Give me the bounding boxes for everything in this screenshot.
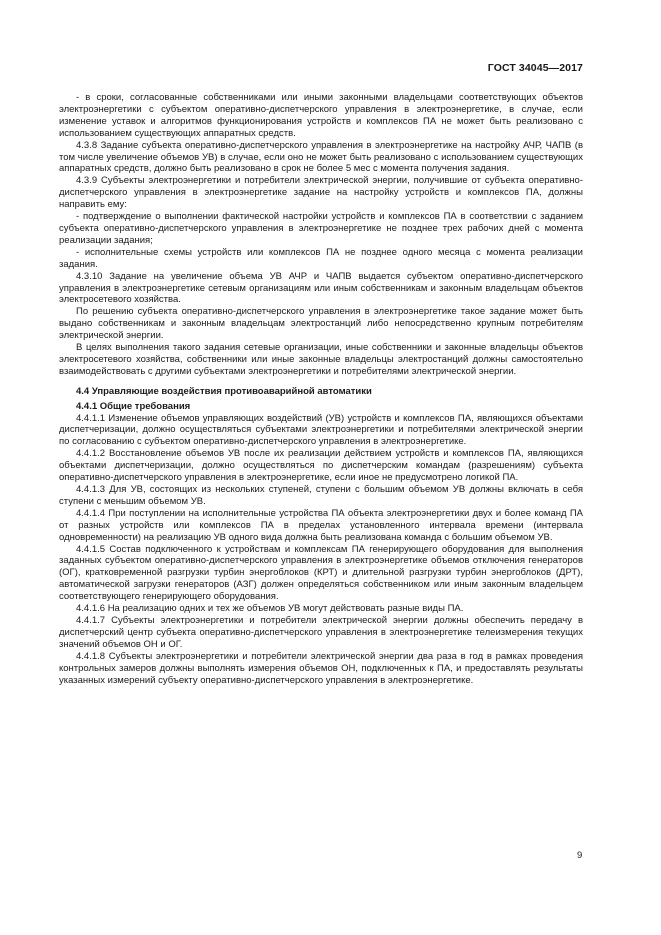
- paragraph: В целях выполнения такого задания сетевые организации, иные собственники и законные владельцы объектов электросетевого хозяйства, собственники или иные законные владельцы электростанций должны самостоятельно взаимодействовать с другими субъектами электроэнергетики и потребителями электрической энергии.: [59, 342, 583, 377]
- section-heading: 4.4 Управляющие воздействия противоаварийной автоматики: [76, 385, 372, 397]
- paragraph: - подтверждение о выполнении фактической настройки устройств и комплексов ПА в соответствии с заданием субъекта оперативно-диспетчерского управления в электроэнергетике не позднее трех рабочих дней с момента реализации задания;: [59, 211, 583, 246]
- paragraph: 4.3.10 Задание на увеличение объема УВ АЧР и ЧАПВ выдается субъектом оперативно-диспетчерского управления в электроэнергетике сетевым организациям или иным собственникам и законным владельцам объектов электросетевого хозяйства.: [59, 270, 583, 306]
- paragraph: 4.3.9 Субъекты электроэнергетики и потребители электрической энергии, получившие от субъекта оперативно-диспетчерского управления в электроэнергетике задание на настройку устройств и комплексов ПА, должны направить ему:: [59, 175, 583, 211]
- paragraph: 4.3.8 Задание субъекта оперативно-диспетчерского управления в электроэнергетике на настройку АЧР, ЧАПВ (в том числе увеличение объемов УВ) в случае, если оно не может быть реализовано с использованием существующих аппаратных средств, должно быть реализовано в срок не более 5 мес с момента получения задания.: [59, 139, 583, 175]
- page-number: 9: [577, 850, 583, 861]
- subsection-heading: 4.4.1 Общие требования: [76, 400, 191, 412]
- paragraph: - в сроки, согласованные собственниками или иными законными владельцами соответствующих объектов электроэнергетики с субъектом оперативно-диспетчерского управления в электроэнергетике, в случае, если изменение уставок и алгоритмов функционирования устройств и комплексов ПА не может быть реализовано с использованием существующих аппаратных средств.: [59, 92, 583, 139]
- paragraph: 4.4.1.1 Изменение объемов управляющих воздействий (УВ) устройств и комплексов ПА, являющихся объектами диспетчеризации, должно осуществляться субъектами электроэнергетики и потребителями электрической энергии по согласованию с субъектом оперативно-диспетчерского управления в электроэнергетике.: [59, 412, 583, 448]
- paragraph: 4.4.1.5 Состав подключенного к устройствам и комплексам ПА генерирующего оборудования для выполнения заданных субъектом оперативно-диспетчерского управления в электроэнергетике объемов отключения генераторов (ОГ), кратковременной разгрузки турбин энергоблоков (КРТ) и длительной разгрузки турбин энергоблоков (ДРТ), автоматической загрузки генераторов (АЗГ) должен определяться собственником или иным законным владельцем соответствующего генерирующего оборудования.: [59, 543, 583, 603]
- paragraph: По решению субъекта оперативно-диспетчерского управления в электроэнергетике такое задание может быть выдано собственникам и законным владельцам электростанций либо непосредственно крупным потребителям электрической энергии.: [59, 306, 583, 342]
- paragraph: 4.4.1.7 Субъекты электроэнергетики и потребители электрической энергии должны обеспечить передачу в диспетчерский центр субъекта оперативно-диспетчерского управления в электроэнергетике телеизмерения текущих значений объемов ОН и ОГ.: [59, 614, 583, 650]
- document-body: [59, 92, 583, 686]
- paragraph: 4.4.1.4 При поступлении на исполнительные устройства ПА объекта электроэнергетики двух и более команд ПА от разных устройств или комплексов ПА в пределах установленного интервала времени (интервала одновременности) на реализацию УВ одного вида должна быть реализована команда с большим объемом УВ.: [59, 507, 583, 543]
- paragraph: 4.4.1.6 На реализацию одних и тех же объемов УВ могут действовать разные виды ПА.: [76, 603, 464, 615]
- document-id-header: ГОСТ 34045—2017: [487, 62, 583, 74]
- paragraph: 4.4.1.2 Восстановление объемов УВ после их реализации действием устройств и комплексов ПА, являющихся объектами диспетчеризации, должно осуществляться по диспетчерским командам (разрешениям) субъекта оперативно-диспетчерского управления в электроэнергетике, если иное не предусмотрено логикой ПА.: [59, 448, 583, 484]
- paragraph: 4.4.1.8 Субъекты электроэнергетики и потребители электрической энергии два раза в год в рамках проведения контрольных замеров должны выполнять измерения объемов ОН, подключенных к ПА, и предоставлять результаты указанных измерений субъекту оперативно-диспетчерского управления в электроэнергетике.: [59, 650, 583, 686]
- paragraph: - исполнительные схемы устройств или комплексов ПА не позднее одного месяца с момента реализации задания.: [59, 246, 583, 270]
- paragraph: 4.4.1.3 Для УВ, состоящих из нескольких ступеней, ступени с большим объемом УВ должны включать в себя ступени с меньшим объемом УВ.: [59, 484, 583, 507]
